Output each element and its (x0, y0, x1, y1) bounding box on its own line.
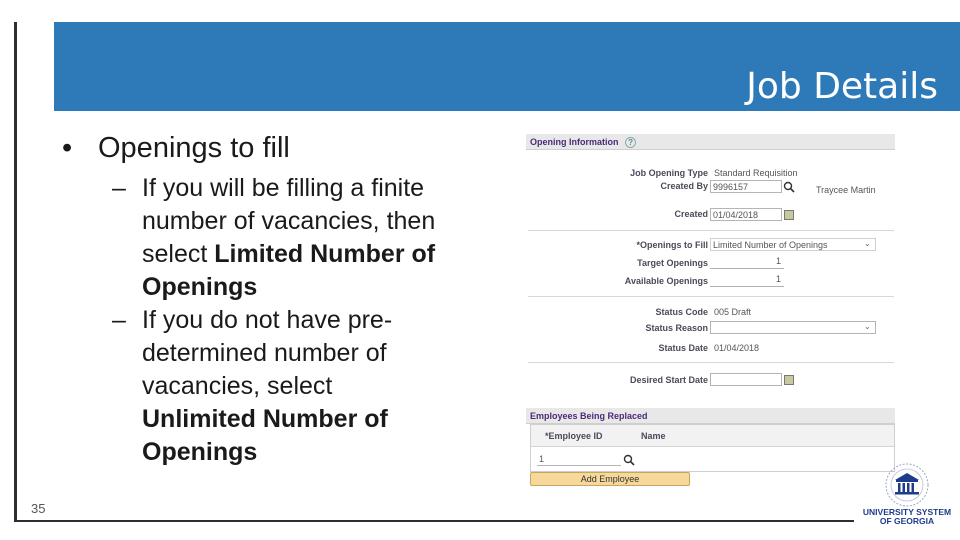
left-border-rule (14, 22, 17, 522)
employee-id-field[interactable]: 1 (537, 453, 621, 466)
available-openings-label: Available Openings (624, 276, 708, 286)
bullet-dot: • (62, 132, 73, 164)
status-date-value: 01/04/2018 (714, 343, 760, 353)
add-employee-button[interactable]: Add Employee (530, 472, 690, 486)
calendar-icon[interactable] (784, 375, 794, 385)
employees-grid-header (531, 425, 894, 447)
desired-start-date-field[interactable] (710, 373, 782, 386)
logo-text (862, 508, 952, 526)
target-openings-field[interactable]: 1 (710, 256, 784, 269)
search-icon[interactable] (623, 454, 635, 466)
employees-replaced-header (526, 408, 895, 424)
openings-to-fill-select[interactable]: Limited Number of Openings (710, 238, 876, 251)
opening-information-header (526, 134, 895, 150)
sub-bullet-limited-bold: Limited Number of Openings (142, 240, 436, 301)
status-code-label: Status Code (655, 307, 708, 317)
job-opening-type-value: Standard Requisition (714, 168, 798, 178)
bullet-main-text: Openings to fill (98, 132, 290, 164)
target-openings-label: Target Openings (637, 258, 708, 268)
divider (528, 296, 894, 297)
sub-bullet-limited (112, 172, 462, 304)
divider (528, 362, 894, 363)
status-reason-select[interactable] (710, 321, 876, 334)
sub-bullet-unlimited-bold: Unlimited Number of Openings (142, 405, 388, 466)
logo-line-2: OF GEORGIA (879, 516, 935, 526)
job-opening-type-label: Job Opening Type (630, 168, 708, 178)
created-by-name: Traycee Martin (816, 185, 876, 195)
created-by-label: Created By (660, 181, 708, 191)
created-date-label: Created (674, 209, 708, 219)
bullet-list (62, 130, 462, 469)
column-name: Name (641, 431, 666, 441)
chevron-down-icon[interactable]: ⌄ (864, 239, 871, 248)
opening-information-screenshot (526, 134, 896, 494)
logo-line-1: UNIVERSITY SYSTEM (862, 507, 952, 517)
sub-bullet-unlimited-text: If you do not have pre-determined number of vacancies, select (142, 306, 393, 400)
status-code-value: 005 Draft (714, 307, 752, 317)
chevron-down-icon[interactable]: ⌄ (864, 322, 871, 331)
slide-number: 35 (31, 501, 46, 516)
sub-bullet-unlimited (112, 304, 462, 469)
calendar-icon[interactable] (784, 210, 794, 220)
status-reason-label: Status Reason (645, 323, 708, 333)
opening-information-title: Opening Information (530, 137, 619, 147)
openings-to-fill-label: *Openings to Fill (636, 240, 708, 250)
available-openings-value: 1 (710, 274, 784, 287)
dash-icon: – (112, 174, 126, 202)
desired-start-date-label: Desired Start Date (629, 375, 708, 385)
employees-replaced-title: Employees Being Replaced (530, 411, 648, 421)
bullet-main (62, 130, 462, 166)
status-date-label: Status Date (658, 343, 708, 353)
title-bar (54, 22, 960, 111)
university-system-logo (862, 462, 952, 528)
created-date-field[interactable]: 01/04/2018 (710, 208, 782, 221)
search-icon[interactable] (783, 181, 795, 193)
university-seal-icon (862, 462, 952, 508)
sub-bullet-limited-text: If you will be filling a finite number of vacancies, then select (142, 174, 436, 268)
bottom-border-rule (14, 520, 854, 522)
page-title: Job Details (746, 66, 938, 107)
help-icon[interactable]: ? (625, 137, 636, 148)
divider (528, 230, 894, 231)
column-employee-id: *Employee ID (545, 431, 603, 441)
dash-icon: – (112, 306, 126, 334)
created-by-field[interactable]: 9996157 (710, 180, 782, 193)
employees-grid (530, 424, 895, 472)
